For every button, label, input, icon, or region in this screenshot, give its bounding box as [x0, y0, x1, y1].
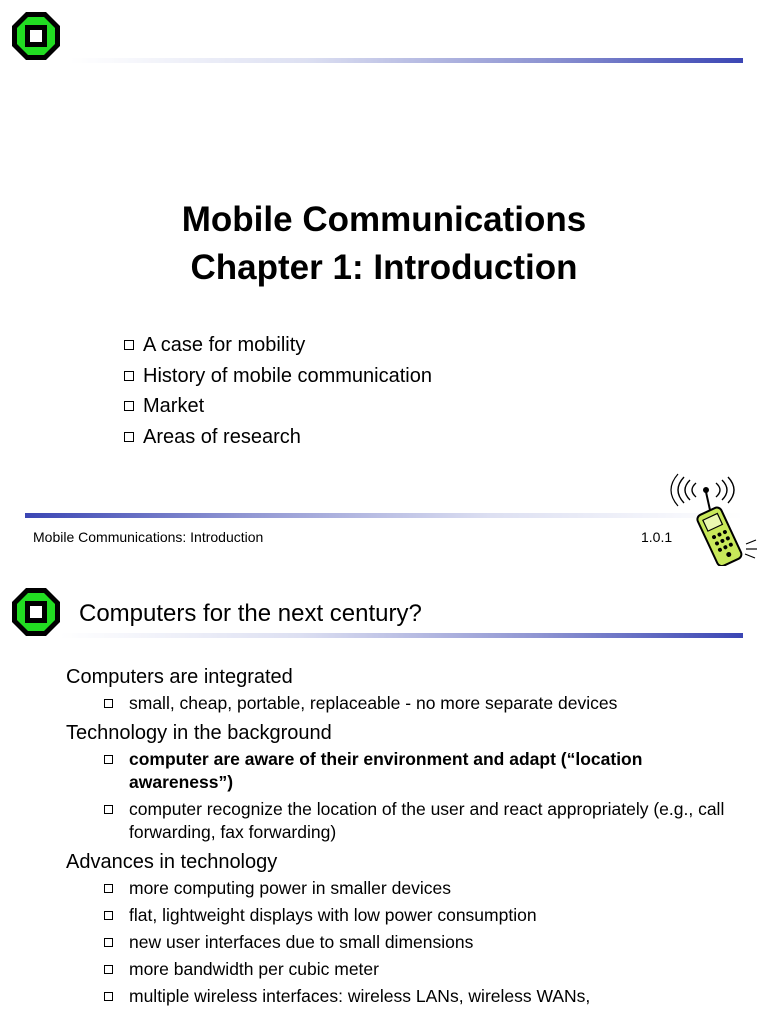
slide-heading: Computers for the next century?: [79, 600, 422, 627]
topic-item: A case for mobility: [124, 330, 432, 361]
bullet-box-icon: [104, 938, 113, 947]
bullet-item: computer recognize the location of the user and react appropriately (e.g., call forwarding, fax forwarding): [104, 798, 726, 844]
bullet-box-icon: [104, 699, 113, 708]
bullet-box-icon: [124, 432, 134, 442]
section-heading: Advances in technology: [66, 851, 278, 873]
slide-computers-next-century: [0, 566, 768, 1024]
slide-number: 1.0.1: [641, 529, 673, 545]
bullet-box-icon: [124, 340, 134, 350]
bullet-box-icon: [104, 911, 113, 920]
header-rule: [70, 58, 743, 63]
slide-title-text: [0, 196, 768, 292]
mobile-phone-clipart-icon: [660, 470, 760, 570]
bullet-item: small, cheap, portable, replaceable - no more separate devices: [104, 692, 726, 715]
bullet-box-icon: [124, 371, 134, 381]
topic-list: [124, 330, 432, 452]
university-logo-icon: [12, 588, 60, 636]
topic-item: Market: [124, 391, 432, 422]
footer-course-title: Mobile Communications: Introduction: [33, 529, 264, 545]
bullet-item: multiple wireless interfaces: wireless LANs, wireless WANs,: [104, 985, 726, 1008]
bullet-item: new user interfaces due to small dimensions: [104, 931, 726, 954]
bullet-box-icon: [104, 805, 113, 814]
header-rule: [60, 633, 743, 638]
topic-item: History of mobile communication: [124, 361, 432, 392]
footer-rule: [25, 513, 743, 518]
section-heading: Computers are integrated: [66, 666, 293, 688]
topic-item: Areas of research: [124, 422, 432, 453]
bullet-box-icon: [104, 884, 113, 893]
university-logo-icon: [12, 12, 60, 60]
bullet-box-icon: [104, 755, 113, 764]
bullet-box-icon: [124, 401, 134, 411]
section-heading: Technology in the background: [66, 722, 332, 744]
bullet-item: computer are aware of their environment and adapt (“location awareness”): [104, 748, 726, 794]
slide-content: [66, 663, 726, 1012]
bullet-box-icon: [104, 992, 113, 1001]
bullet-item: more bandwidth per cubic meter: [104, 958, 726, 981]
bullet-item: flat, lightweight displays with low power consumption: [104, 904, 726, 927]
bullet-item: more computing power in smaller devices: [104, 877, 726, 900]
bullet-box-icon: [104, 965, 113, 974]
title-line-1: Mobile Communications: [181, 200, 587, 239]
title-line-2: Chapter 1: Introduction: [190, 248, 578, 287]
